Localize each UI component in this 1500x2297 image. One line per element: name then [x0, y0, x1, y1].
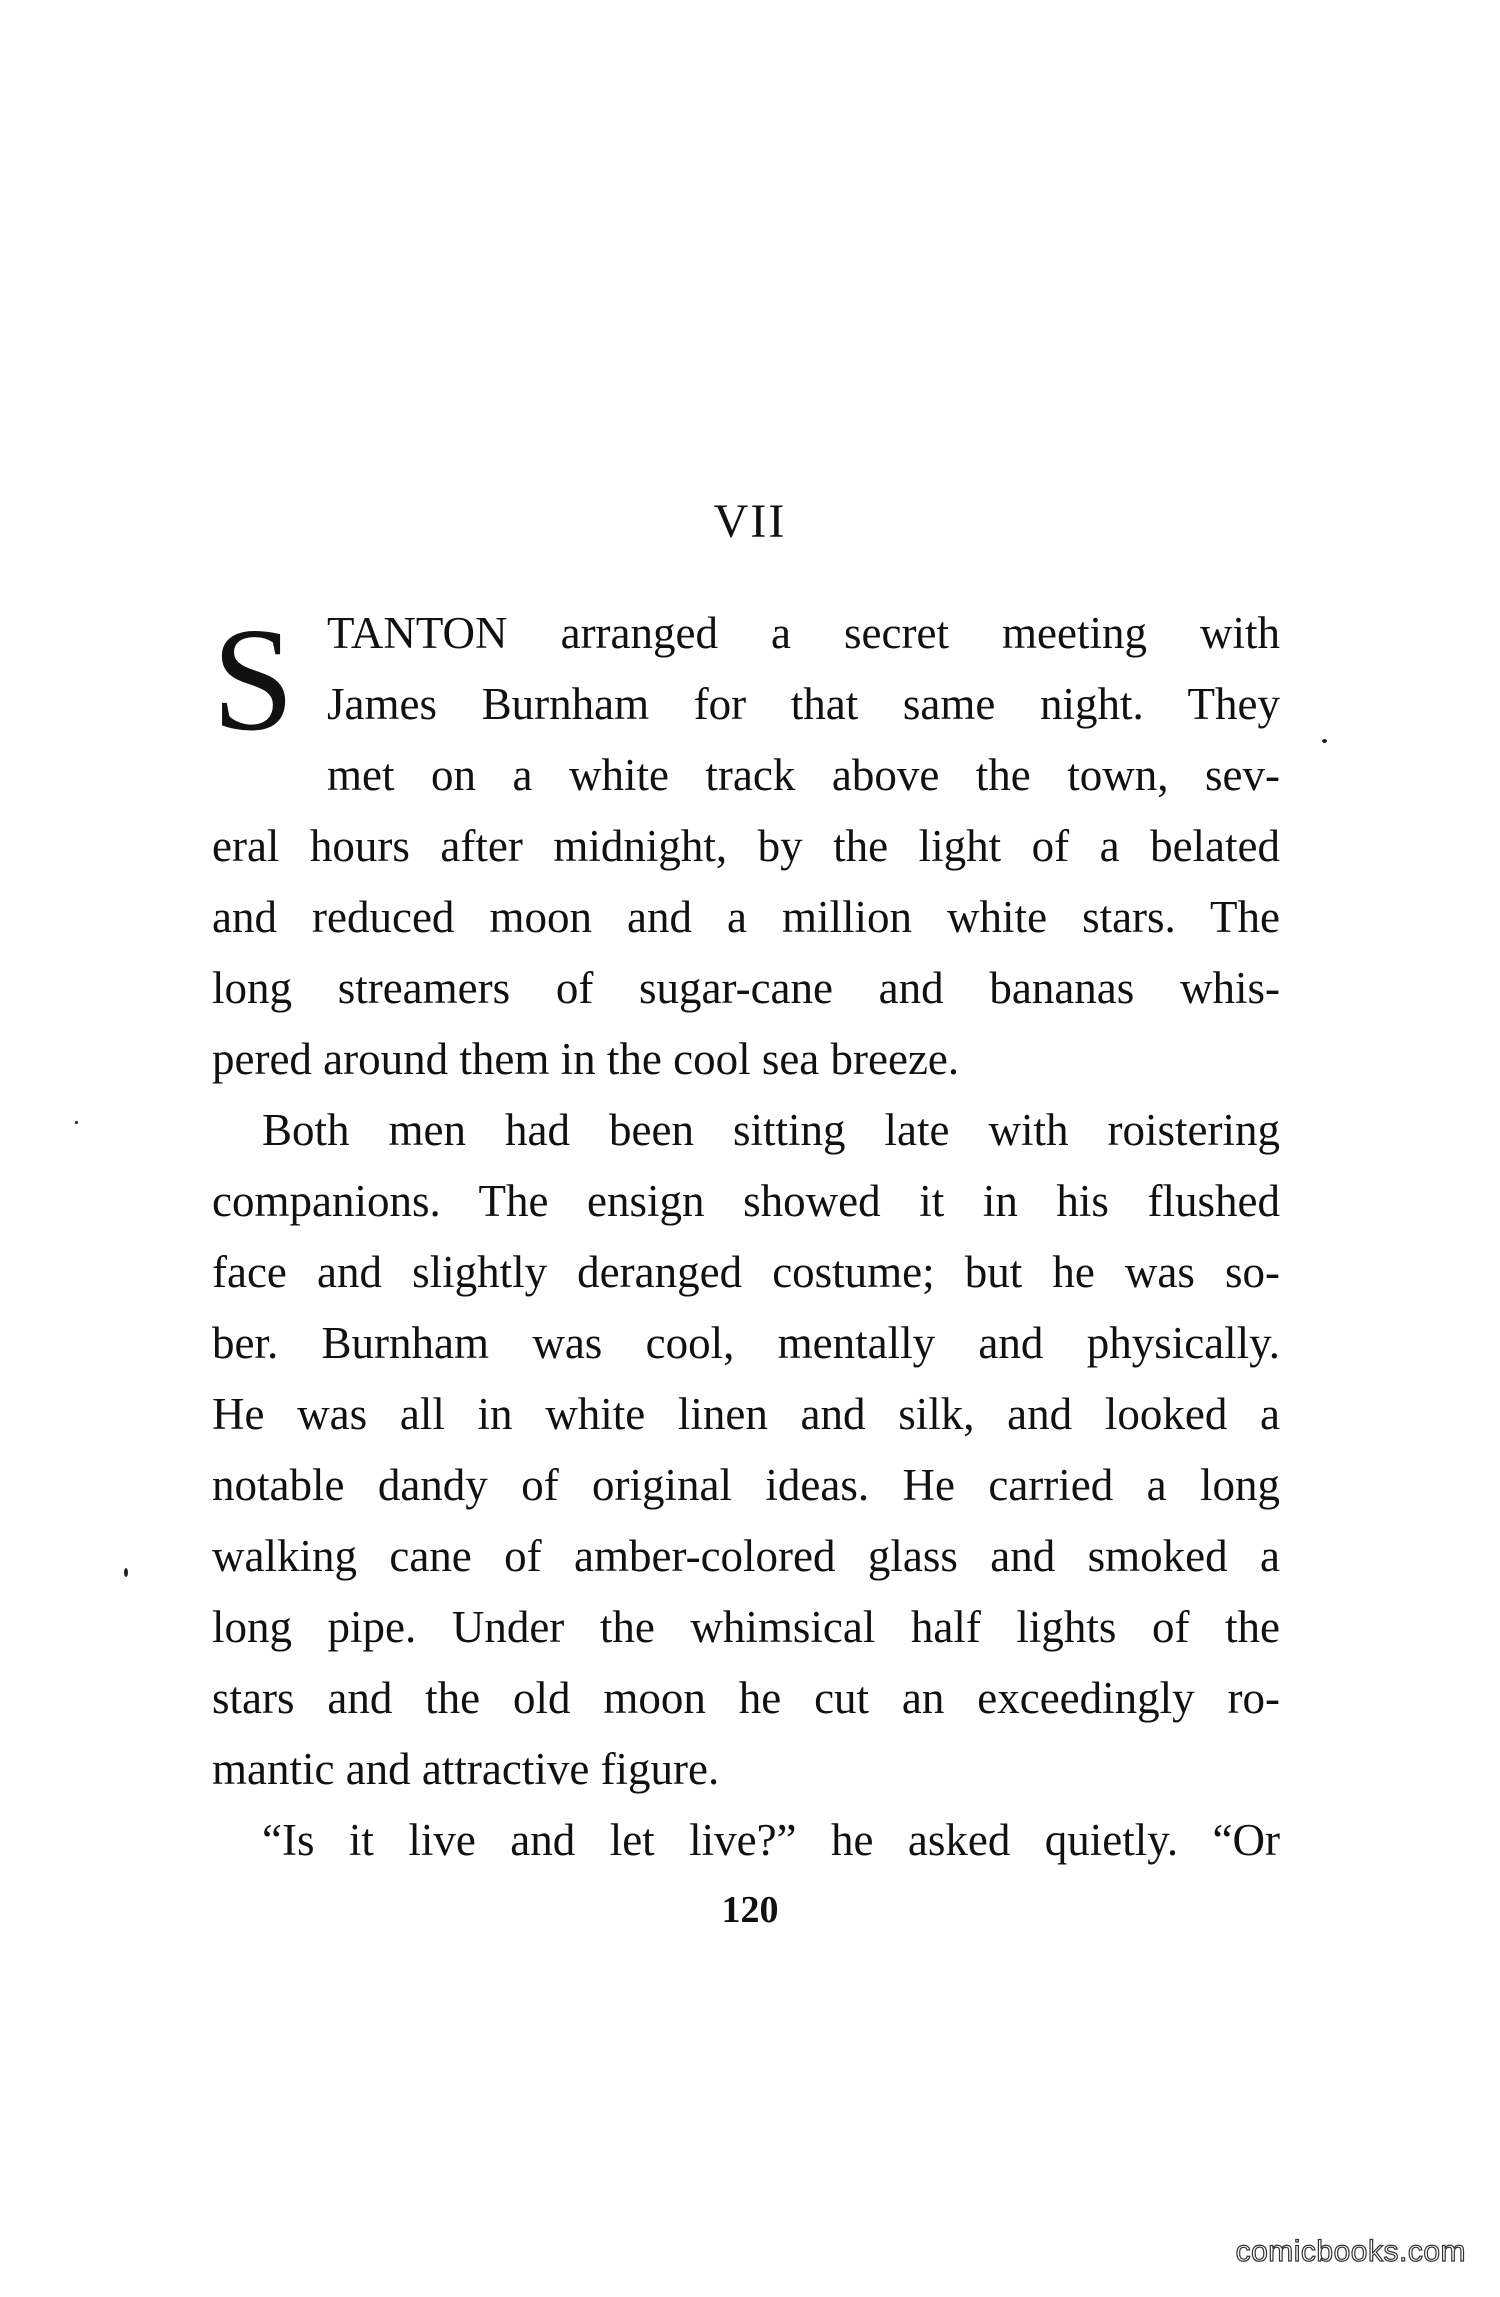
text-line: walking cane of amber-colored glass and smoked a — [212, 1531, 1280, 1581]
text-line: He was all in white linen and silk, and looked a — [212, 1389, 1280, 1439]
text-line: stars and the old moon he cut an exceedingly ro- — [212, 1673, 1280, 1723]
text-line: face and slightly deranged costume; but he was so- — [212, 1247, 1280, 1297]
text-line: ber. Burnham was cool, mentally and physically. — [212, 1318, 1280, 1368]
text-line: eral hours after midnight, by the light of a belated — [212, 821, 1280, 871]
text-line: TANTON arranged a secret meeting with — [327, 608, 1280, 658]
text-line: “Is it live and let live?” he asked quietly. “Or — [262, 1815, 1280, 1865]
text-line: companions. The ensign showed it in his flushed — [212, 1176, 1280, 1226]
text-line: met on a white track above the town, sev- — [327, 750, 1280, 800]
text-line: James Burnham for that same night. They — [327, 679, 1280, 729]
text-line: notable dandy of original ideas. He carried a long — [212, 1460, 1280, 1510]
text-line: Both men had been sitting late with roistering — [262, 1105, 1280, 1155]
text-line: long pipe. Under the whimsical half lights of the — [212, 1602, 1280, 1652]
ink-speck — [124, 1568, 128, 1577]
watermark-logo: comicbooks.com — [1235, 2235, 1466, 2268]
drop-cap: S — [212, 598, 295, 762]
page-number: 120 — [721, 1889, 779, 1931]
text-line: and reduced moon and a million white stars. The — [212, 892, 1280, 942]
text-line: pered around them in the cool sea breeze. — [212, 1034, 960, 1084]
chapter-heading: VII — [713, 495, 787, 548]
text-line: mantic and attractive figure. — [212, 1744, 720, 1794]
text-line: long streamers of sugar-cane and bananas whis- — [212, 963, 1280, 1013]
ink-speck — [75, 1121, 78, 1124]
ink-speck — [1322, 739, 1327, 743]
body-text — [212, 598, 1280, 1876]
